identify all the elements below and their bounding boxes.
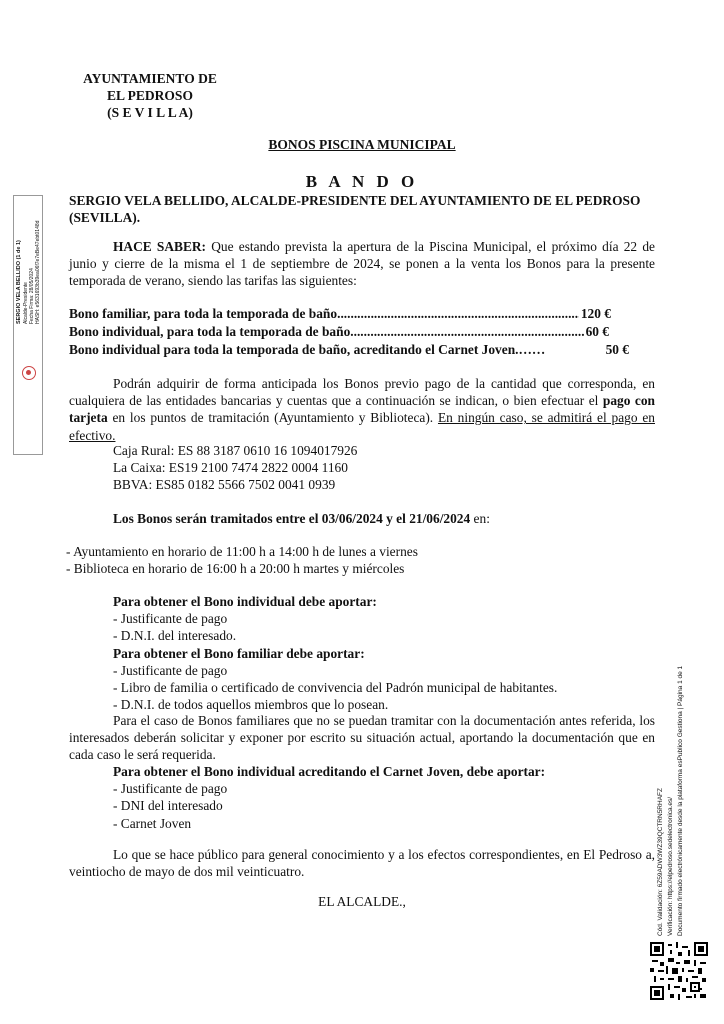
pago-efectivo-warning: En ningún caso, se admitirá el pago en efectivo. xyxy=(69,410,655,443)
joven-block xyxy=(113,763,655,832)
horario-biblioteca: - Biblioteca en horario de 16:00 h a 20:00 h martes y miércoles xyxy=(66,561,405,577)
verification-note: Documento firmado electrónicamente desde la plataforma esPublico Gestiona | Página 1 de 1 xyxy=(677,665,684,936)
familiar-item: - Libro de familia o certificado de convivencia del Padrón municipal de habitantes. xyxy=(113,680,558,696)
individual-heading: Para obtener el Bono individual debe aportar: xyxy=(113,594,377,609)
signature-hash: HASH: e5631693b39ea06f7e7eBe47ebt0148d xyxy=(35,220,41,324)
familiar-item: - Justificante de pago xyxy=(113,662,228,678)
account-bbva: BBVA: ES85 0182 5566 7502 0041 0939 xyxy=(113,477,336,493)
signature-line: EL ALCALDE., xyxy=(318,894,406,909)
signature-stamp-box xyxy=(13,195,43,455)
tramite-line xyxy=(113,510,490,527)
municipality-header xyxy=(70,70,230,121)
header-line-2: EL PEDROSO xyxy=(107,88,193,103)
horario-ayuntamiento: - Ayuntamiento en horario de 11:00 h a 14:00 h de lunes a viernes xyxy=(66,544,418,559)
individual-item: - Justificante de pago xyxy=(113,611,228,627)
verification-code: Cód. Validación: 6Z59ADW3WZ39QCTRN5RHAFZ xyxy=(657,788,664,936)
tarifa-amount: 60 € xyxy=(585,324,609,339)
signer-role: Alcalde-Presidente xyxy=(23,282,29,324)
tramite-rest: en: xyxy=(470,511,490,526)
signer-name: SERGIO VELA BELLIDO (1 de 1) xyxy=(16,240,22,324)
tarifa-individual xyxy=(69,324,609,340)
familiar-note: Para el caso de Bonos familiares que no se puedan tramitar con la documentación antes referida, los interesados deberán solicitar y exponer por escrito su situación actual, aportando la documentación que en cada caso le será requerida. xyxy=(69,713,655,763)
document-title: BONOS PISCINA MUNICIPAL xyxy=(268,137,456,152)
pago-tarjeta: pago con tarjeta xyxy=(69,393,655,426)
hace-saber-text: Que estando prevista la apertura de la Piscina Municipal, el próximo día 22 de junio y cierre de la misma el 1 de septiembre de 2024, se ponen a la venta los Bonos para la presente temporada de verano, siendo las tarifas las siguientes: xyxy=(69,239,655,289)
familiar-item: - D.N.I. de todos aquellos miembros que lo posean. xyxy=(113,697,389,713)
account-caja-rural: Caja Rural: ES 88 3187 0610 16 1094017926 xyxy=(113,443,358,458)
pago-text-3: en los puntos de tramitación (Ayuntamiento y Biblioteca). xyxy=(107,410,438,426)
horarios xyxy=(66,543,418,577)
closing-paragraph: Lo que se hace público para general conocimiento y a los efectos correspondientes, en El Pedroso a, veintiocho de mayo de dos mil veinticuatro. xyxy=(69,847,655,880)
qr-code-icon xyxy=(650,942,708,1000)
verification-url: Verificación: https://elpedroso.sedelectronica.es/ xyxy=(667,796,674,936)
familiar-heading: Para obtener el Bono familiar debe aportar: xyxy=(113,645,365,661)
joven-item: - DNI del interesado xyxy=(113,798,223,814)
tarifa-label: Bono individual, para toda la temporada de baño xyxy=(69,324,351,339)
pago-paragraph xyxy=(69,375,655,444)
bando-heading: B A N D O xyxy=(305,172,419,191)
seal-icon xyxy=(22,366,36,380)
hace-saber-paragraph xyxy=(69,238,655,290)
tarifa-label: Bono familiar, para toda la temporada de baño xyxy=(69,306,338,321)
tarifa-familiar xyxy=(69,306,611,322)
signature-date: Fecha Firma: 28/05/2024 xyxy=(29,268,35,324)
tarifa-amount: 120 € xyxy=(580,306,611,321)
tarifa-carnet-joven xyxy=(69,342,629,358)
pago-text-1: Podrán adquirir de forma anticipada los Bonos previo pago de la cantidad que corresponda, en cualquiera de las entidades bancarias y cuentas que a continuación se indican, o bien efectuar el xyxy=(69,376,655,409)
tarifa-amount: 50 € xyxy=(605,342,629,357)
header-line-1: AYUNTAMIENTO DE xyxy=(83,71,217,86)
tarifa-label: Bono individual para toda la temporada de baño, acreditando el Carnet Joven.…… xyxy=(69,342,546,357)
bank-accounts xyxy=(113,442,357,494)
tramite-dates: Los Bonos serán tramitados entre el 03/06/2024 y el 21/06/2024 xyxy=(113,511,471,526)
hace-saber-lead: HACE SABER: xyxy=(113,239,207,254)
joven-heading: Para obtener el Bono individual acreditando el Carnet Joven, debe aportar: xyxy=(113,764,546,779)
account-la-caixa: La Caixa: ES19 2100 7474 2822 0004 1160 xyxy=(113,460,348,476)
joven-item: - Carnet Joven xyxy=(113,815,192,831)
joven-item: - Justificante de pago xyxy=(113,781,228,797)
individual-item: - D.N.I. del interesado. xyxy=(113,628,237,644)
requisitos-block xyxy=(113,593,655,713)
mayor-line: SERGIO VELA BELLIDO, ALCALDE-PRESIDENTE DEL AYUNTAMIENTO DE EL PEDROSO (SEVILLA). xyxy=(69,193,641,226)
header-line-3: (S E V I L L A) xyxy=(107,105,193,120)
